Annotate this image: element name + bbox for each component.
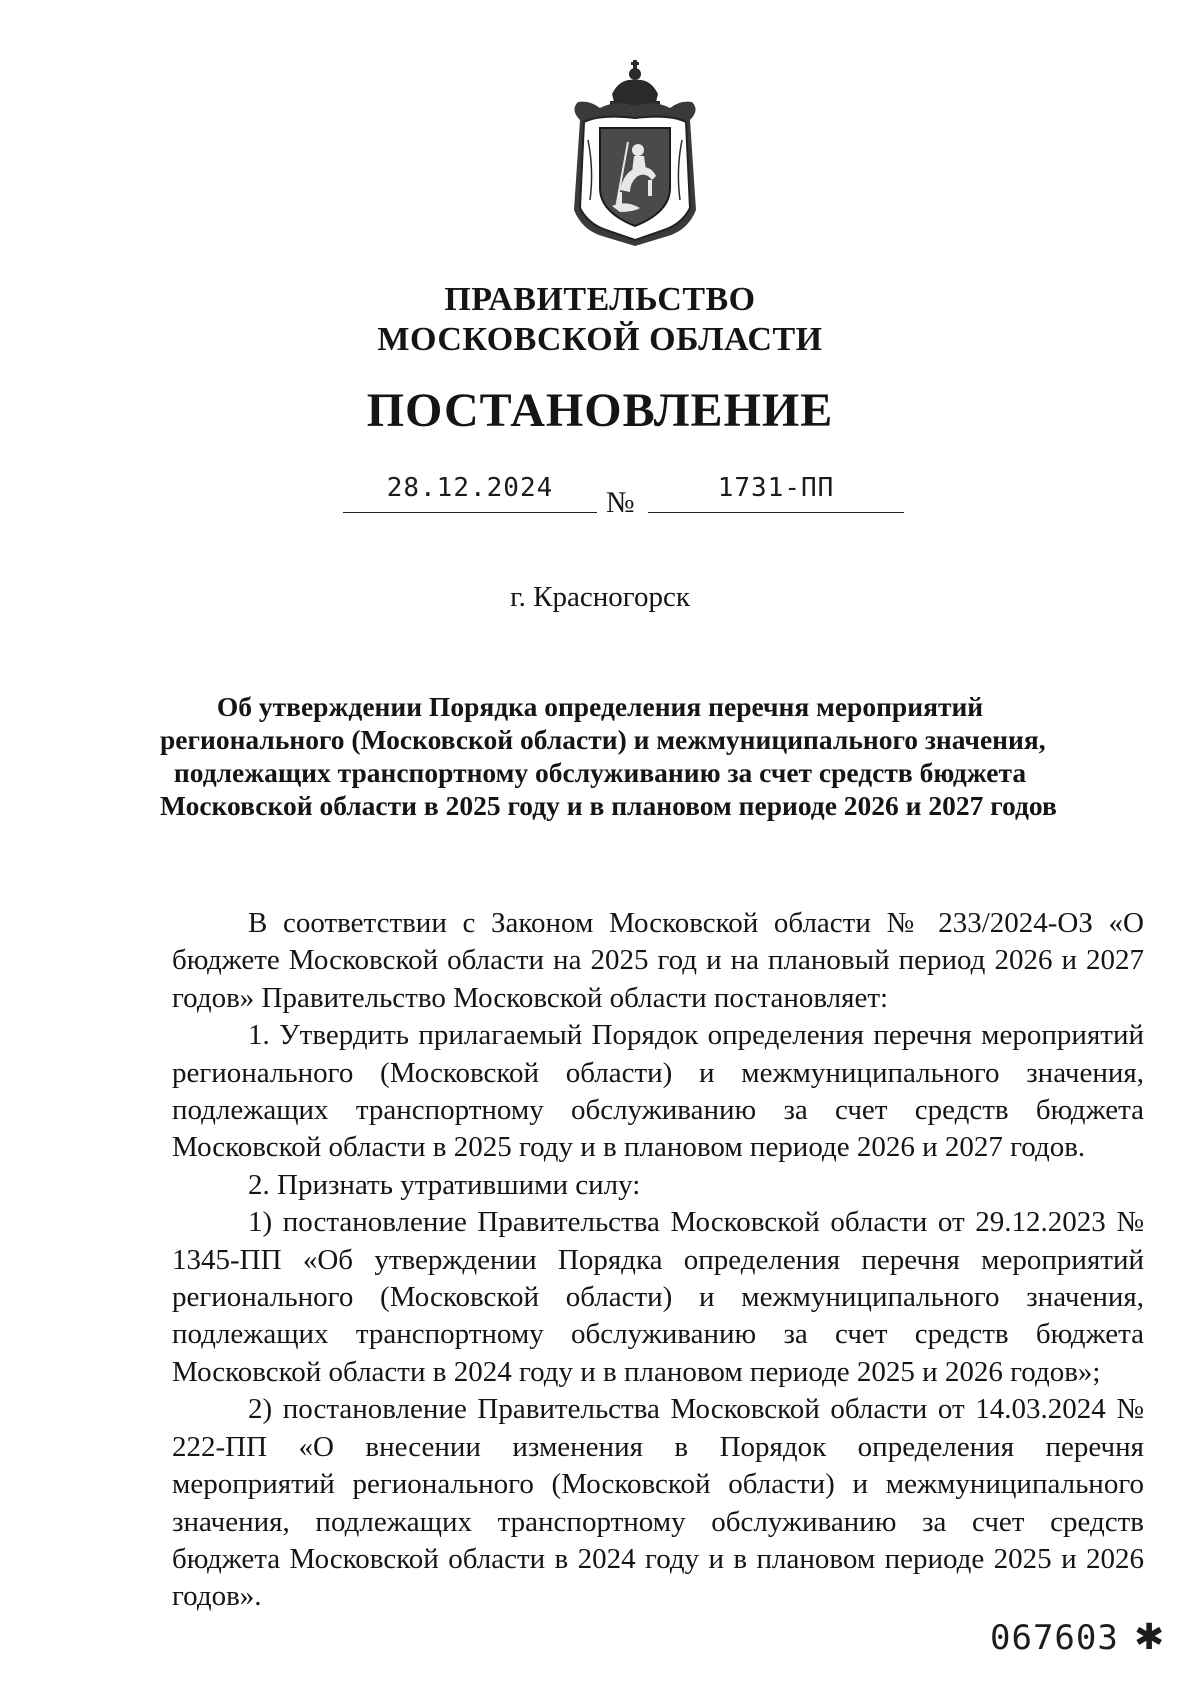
item-1-paragraph: 1. Утвердить прилагаемый Порядок определения перечня мероприятий регионального (Московской области) и межмуниципального значения, подлежащих транспортному обслуживанию за счет средств бюджета Московской области в 2025 году и в плановом периоде 2026 и 2027 годов. — [172, 1019, 1144, 1164]
subject-line: регионального (Московской области) и межмуниципального значения, — [160, 724, 1046, 755]
government-title-line1: ПРАВИТЕЛЬСТВО — [444, 281, 756, 318]
subject-line: Об утверждении Порядка определения перечня мероприятий — [216, 691, 984, 722]
item-2-2-paragraph: 2) постановление Правительства Московской области от 14.03.2024 № 222-ПП «О внесении изменения в Порядок определения перечня мероприятий регионального (Московской области) и межмуниципального значения, подлежащих транспортному обслуживанию за счет средств бюджета Московской области в 2024 году и в плановом периоде 2025 и 2026 годов». — [172, 1393, 1144, 1613]
item-2-1-paragraph: 1) постановление Правительства Московской области от 29.12.2023 № 1345-ПП «Об утверждении Порядка определения перечня мероприятий регионального (Московской области) и межмуниципального значения, подлежащих транспортному обслуживанию за счет средств бюджета Московской области в 2024 году и в плановом периоде 2025 и 2026 годов»; — [172, 1206, 1144, 1388]
document-number: 1731-ПП — [717, 473, 835, 503]
document-date: 28.12.2024 — [386, 473, 554, 503]
preamble-paragraph: В соответствии с Законом Московской области № 233/2024-ОЗ «О бюджете Московской области на 2025 год и на плановый период 2026 и 2027 годов» Правительство Московской области постановляет: — [172, 907, 1144, 1014]
coat-of-arms-icon — [560, 60, 710, 250]
document-body — [172, 905, 1144, 1616]
number-field — [648, 473, 904, 517]
government-title-line2: МОСКОВСКОЙ ОБЛАСТИ — [377, 321, 823, 358]
serial-number: 067603 — [990, 1618, 1119, 1658]
document-type: ПОСТАНОВЛЕНИЕ — [366, 384, 834, 437]
star-mark-icon: ✱ — [1134, 1617, 1165, 1658]
number-sign: № — [606, 486, 635, 519]
city: г. Красногорск — [510, 581, 690, 613]
number-underline — [648, 512, 904, 513]
date-field — [343, 473, 597, 517]
document-subject — [160, 690, 1057, 822]
item-2-paragraph: 2. Признать утратившими силу: — [248, 1168, 641, 1201]
subject-line: подлежащих транспортному обслуживанию за счет средств бюджета — [173, 757, 1027, 788]
subject-line: Московской области в 2025 году и в плановом периоде 2026 и 2027 годов — [160, 790, 1057, 821]
date-underline — [343, 512, 597, 513]
